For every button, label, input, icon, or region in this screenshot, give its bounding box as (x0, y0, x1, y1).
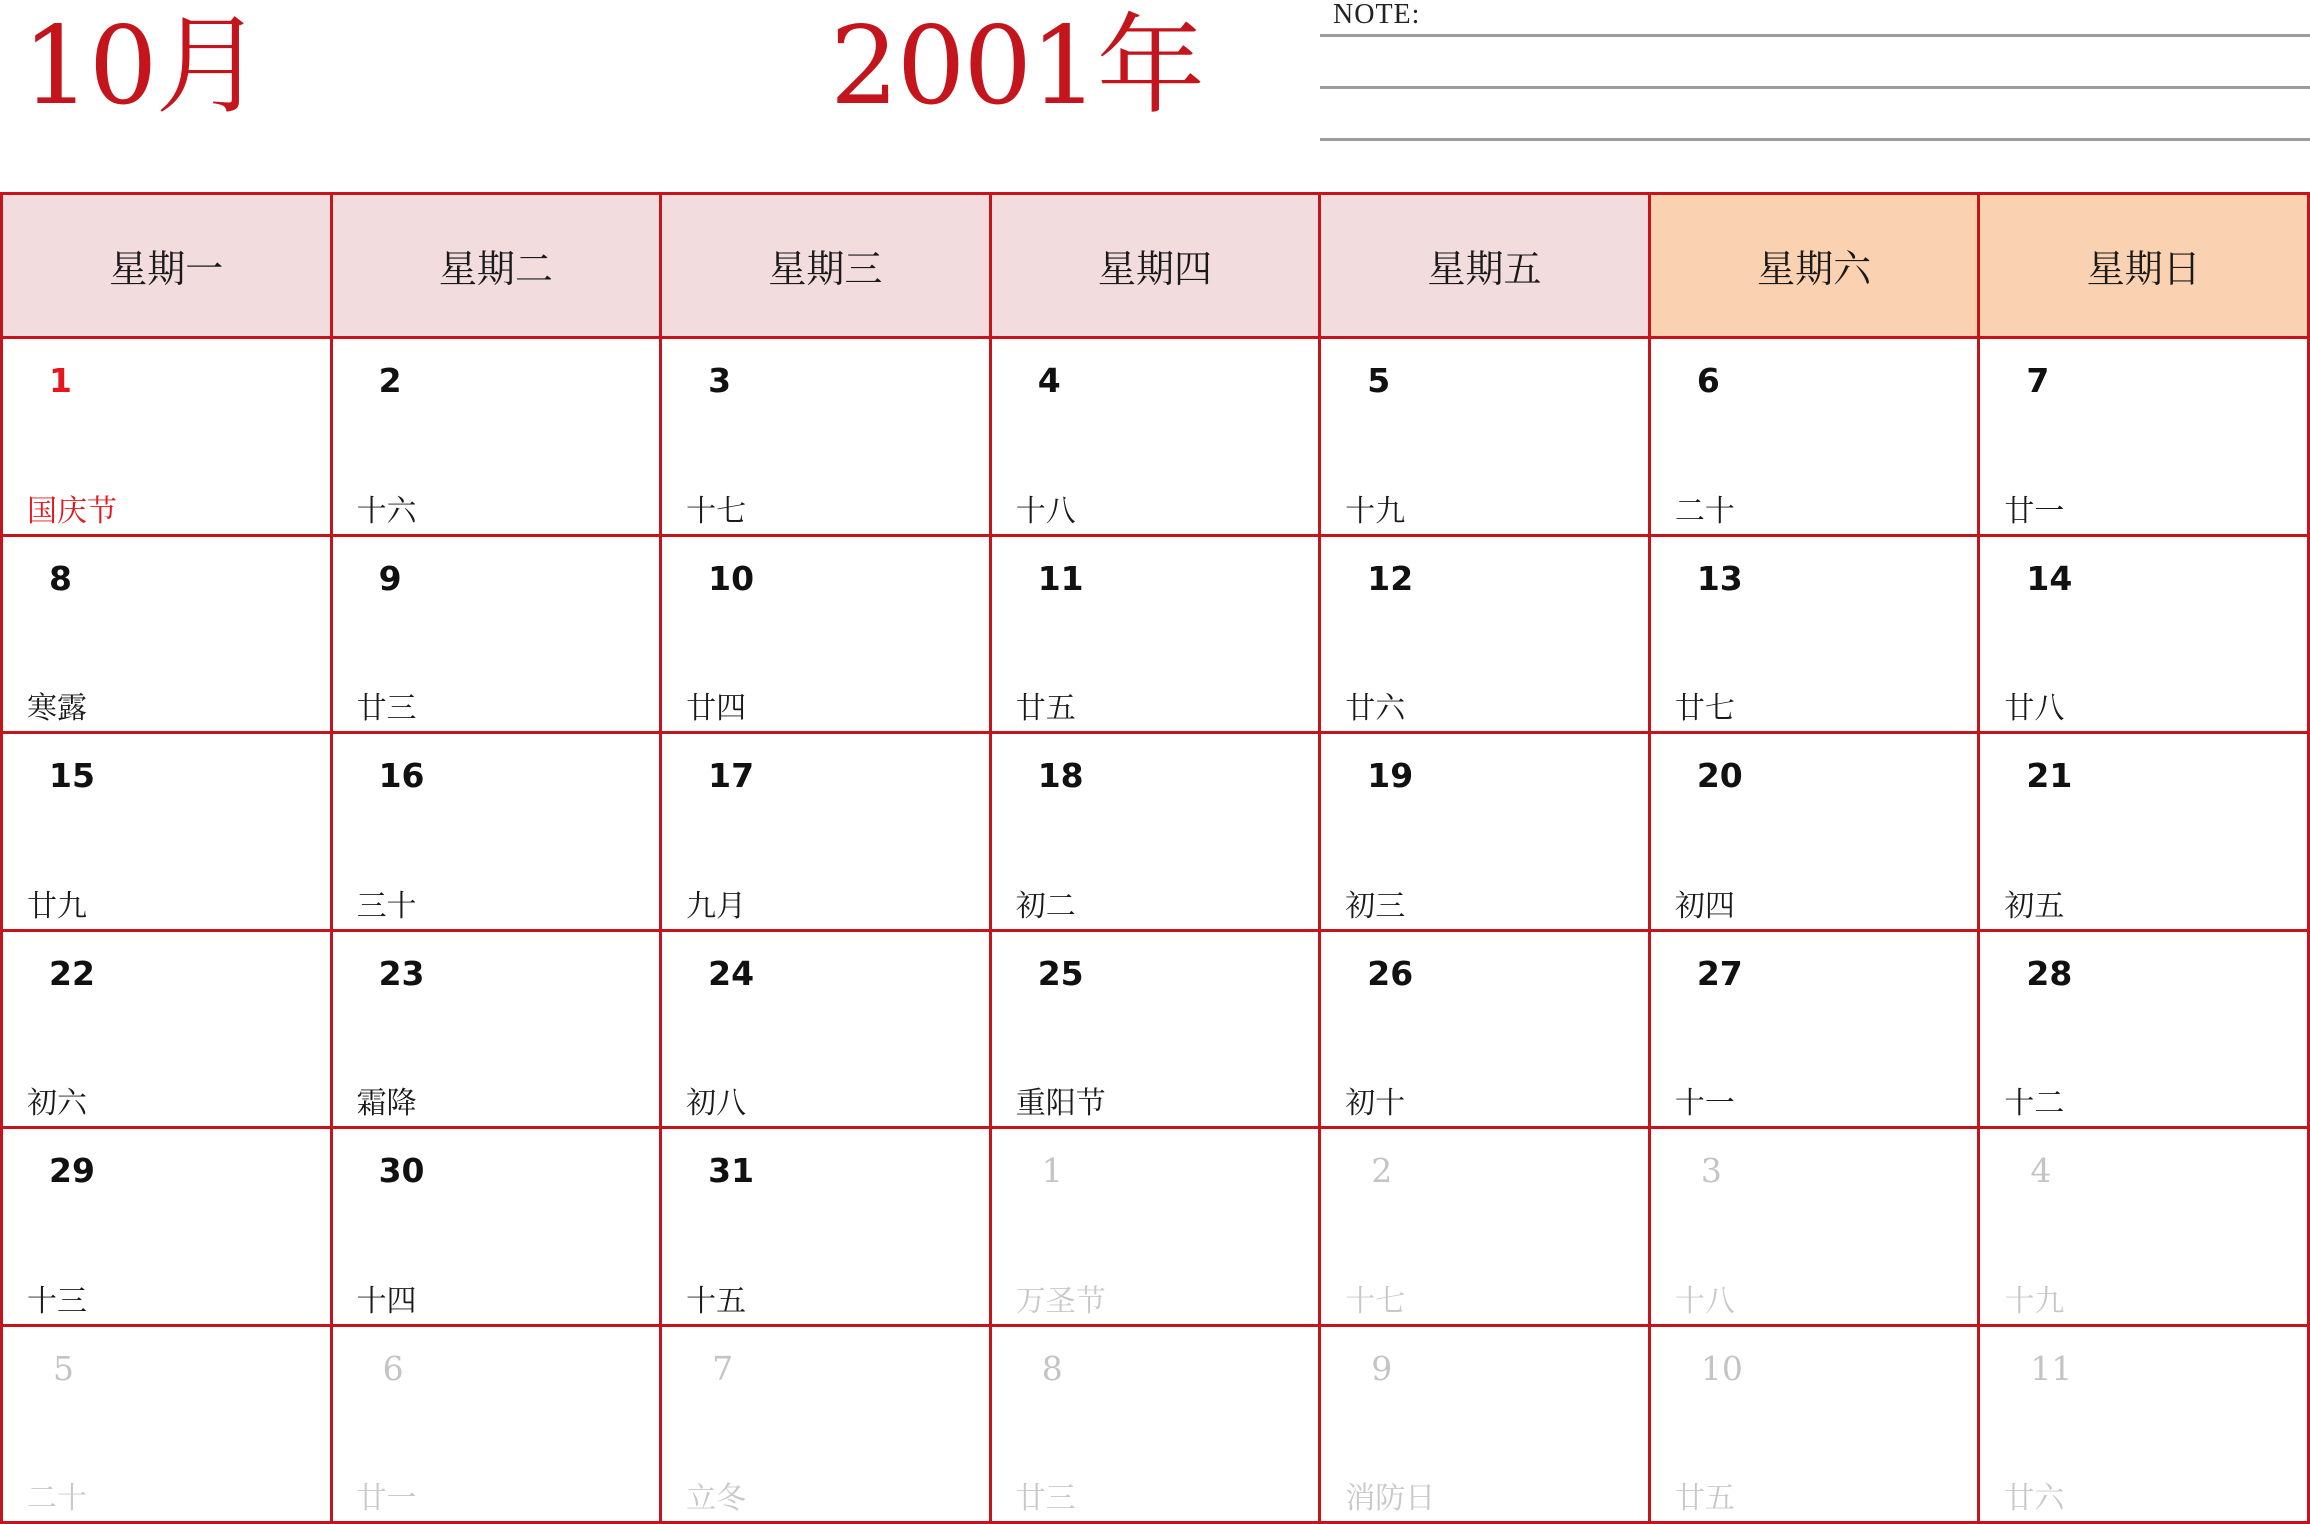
lunar-date-label: 廿九 (27, 888, 87, 924)
note-label: NOTE: (1333, 0, 1421, 30)
day-cell[interactable] (1980, 339, 2310, 537)
day-number: 17 (708, 756, 755, 795)
day-number: 22 (49, 953, 95, 993)
day-cell[interactable] (3, 1129, 333, 1327)
day-cell[interactable] (1980, 537, 2310, 735)
adjacent-month-day-cell[interactable] (1321, 1129, 1651, 1327)
lunar-date-label: 初六 (27, 1086, 87, 1121)
lunar-date-label: 十三 (27, 1283, 87, 1319)
lunar-date-label: 消防日 (1345, 1481, 1436, 1516)
day-number: 3 (1700, 1151, 1722, 1190)
weekday-header: 星期五 (1321, 195, 1651, 339)
adjacent-month-day-cell[interactable] (333, 1327, 663, 1524)
day-cell[interactable] (1651, 932, 1981, 1130)
lunar-date-label: 十八 (1015, 493, 1076, 529)
note-line (1320, 138, 2310, 141)
weekday-header: 星期日 (1980, 195, 2310, 339)
lunar-date-label: 廿七 (1674, 691, 1735, 726)
day-number: 28 (2026, 953, 2073, 993)
day-number: 4 (2030, 1151, 2052, 1190)
adjacent-month-day-cell[interactable] (1980, 1327, 2310, 1524)
adjacent-month-day-cell[interactable] (1321, 1327, 1651, 1524)
lunar-date-label: 初五 (2004, 888, 2065, 924)
day-cell[interactable] (662, 734, 992, 932)
day-cell[interactable] (333, 1129, 663, 1327)
lunar-date-label: 十二 (2004, 1086, 2065, 1121)
lunar-date-label: 十九 (2004, 1283, 2065, 1319)
weekday-header: 星期六 (1651, 195, 1981, 339)
day-number: 9 (1371, 1348, 1393, 1388)
lunar-date-label: 十九 (1345, 493, 1406, 529)
lunar-date-label: 廿三 (356, 691, 417, 726)
lunar-date-label: 国庆节 (27, 493, 117, 529)
day-number: 21 (2026, 756, 2073, 795)
day-number: 1 (49, 361, 72, 400)
lunar-date-label: 初四 (1674, 888, 1735, 924)
adjacent-month-day-cell[interactable] (1651, 1327, 1981, 1524)
lunar-date-label: 廿一 (2004, 493, 2065, 529)
lunar-date-label: 十七 (1345, 1283, 1406, 1319)
lunar-date-label: 廿五 (1015, 691, 1076, 726)
day-cell[interactable] (992, 932, 1322, 1130)
lunar-date-label: 十八 (1674, 1283, 1735, 1319)
day-number: 16 (378, 756, 425, 795)
day-number: 18 (1037, 756, 1084, 795)
lunar-date-label: 十六 (356, 493, 417, 529)
day-number: 3 (708, 361, 732, 400)
day-number: 6 (382, 1348, 404, 1388)
day-cell[interactable] (1651, 734, 1981, 932)
day-cell[interactable] (1321, 537, 1651, 735)
lunar-date-label: 重阳节 (1015, 1086, 1106, 1121)
day-cell[interactable] (662, 537, 992, 735)
day-cell[interactable] (3, 339, 333, 537)
day-number: 10 (708, 558, 755, 598)
adjacent-month-day-cell[interactable] (992, 1129, 1322, 1327)
day-cell[interactable] (662, 339, 992, 537)
lunar-date-label: 十一 (1674, 1086, 1735, 1121)
weekday-header: 星期二 (333, 195, 663, 339)
lunar-date-label: 九月 (686, 888, 747, 924)
adjacent-month-day-cell[interactable] (662, 1327, 992, 1524)
lunar-date-label: 廿六 (1345, 691, 1406, 726)
day-number: 20 (1696, 756, 1743, 795)
day-number: 29 (49, 1151, 95, 1190)
day-number: 24 (708, 953, 755, 993)
day-cell[interactable] (333, 734, 663, 932)
calendar-grid (0, 192, 2310, 1524)
lunar-date-label: 初三 (1345, 888, 1406, 924)
year-title: 2001年 (830, 4, 1203, 129)
day-cell[interactable] (333, 537, 663, 735)
lunar-date-label: 二十 (27, 1481, 87, 1516)
day-number: 4 (1037, 361, 1061, 400)
lunar-date-label: 立冬 (686, 1481, 747, 1516)
day-cell[interactable] (1321, 339, 1651, 537)
day-number: 2 (1371, 1151, 1393, 1190)
lunar-date-label: 廿八 (2004, 691, 2065, 726)
lunar-date-label: 十五 (686, 1283, 747, 1319)
lunar-date-label: 三十 (356, 888, 417, 924)
day-number: 10 (1700, 1348, 1743, 1388)
lunar-date-label: 廿六 (2004, 1481, 2065, 1516)
weekday-header: 星期三 (662, 195, 992, 339)
day-cell[interactable] (662, 1129, 992, 1327)
lunar-date-label: 廿三 (1015, 1481, 1076, 1516)
note-line (1320, 34, 2310, 37)
day-number: 5 (53, 1348, 74, 1388)
day-cell[interactable] (1651, 339, 1981, 537)
day-number: 26 (1367, 953, 1414, 993)
note-line (1320, 86, 2310, 89)
adjacent-month-day-cell[interactable] (1651, 1129, 1981, 1327)
day-cell[interactable] (1321, 932, 1651, 1130)
weekday-header: 星期一 (3, 195, 333, 339)
day-cell[interactable] (992, 734, 1322, 932)
lunar-date-label: 霜降 (356, 1086, 417, 1121)
day-cell[interactable] (3, 734, 333, 932)
day-cell[interactable] (3, 932, 333, 1130)
lunar-date-label: 廿一 (356, 1481, 417, 1516)
lunar-date-label: 廿五 (1674, 1481, 1735, 1516)
day-cell[interactable] (662, 932, 992, 1130)
lunar-date-label: 寒露 (27, 691, 87, 726)
day-number: 23 (378, 953, 425, 993)
lunar-date-label: 初十 (1345, 1086, 1406, 1121)
day-number: 8 (1041, 1348, 1063, 1388)
day-number: 9 (378, 558, 402, 598)
day-number: 13 (1696, 558, 1743, 598)
day-number: 25 (1037, 953, 1084, 993)
day-number: 12 (1367, 558, 1414, 598)
day-cell[interactable] (1980, 932, 2310, 1130)
day-cell[interactable] (333, 339, 663, 537)
day-number: 6 (1696, 361, 1720, 400)
day-number: 8 (49, 558, 72, 598)
day-number: 5 (1367, 361, 1391, 400)
weekday-header: 星期四 (992, 195, 1322, 339)
day-number: 11 (1037, 558, 1084, 598)
day-cell[interactable] (1651, 537, 1981, 735)
adjacent-month-day-cell[interactable] (1980, 1129, 2310, 1327)
lunar-date-label: 万圣节 (1015, 1283, 1106, 1319)
day-number: 7 (2026, 361, 2050, 400)
adjacent-month-day-cell[interactable] (3, 1327, 333, 1524)
adjacent-month-day-cell[interactable] (992, 1327, 1322, 1524)
day-number: 11 (2030, 1348, 2073, 1388)
day-number: 15 (49, 756, 95, 795)
day-cell[interactable] (992, 339, 1322, 537)
lunar-date-label: 初二 (1015, 888, 1076, 924)
day-cell[interactable] (992, 537, 1322, 735)
lunar-date-label: 廿四 (686, 691, 747, 726)
day-number: 31 (708, 1151, 755, 1190)
day-cell[interactable] (333, 932, 663, 1130)
lunar-date-label: 初八 (686, 1086, 747, 1121)
day-number: 30 (378, 1151, 425, 1190)
day-cell[interactable] (3, 537, 333, 735)
day-number: 2 (378, 361, 402, 400)
day-cell[interactable] (1321, 734, 1651, 932)
day-number: 14 (2026, 558, 2073, 598)
day-number: 7 (712, 1348, 734, 1388)
day-cell[interactable] (1980, 734, 2310, 932)
lunar-date-label: 十七 (686, 493, 747, 529)
day-number: 1 (1041, 1151, 1063, 1190)
day-number: 27 (1696, 953, 1743, 993)
lunar-date-label: 十四 (356, 1283, 417, 1319)
day-number: 19 (1367, 756, 1414, 795)
month-title: 10月 (22, 4, 262, 129)
lunar-date-label: 二十 (1674, 493, 1735, 529)
